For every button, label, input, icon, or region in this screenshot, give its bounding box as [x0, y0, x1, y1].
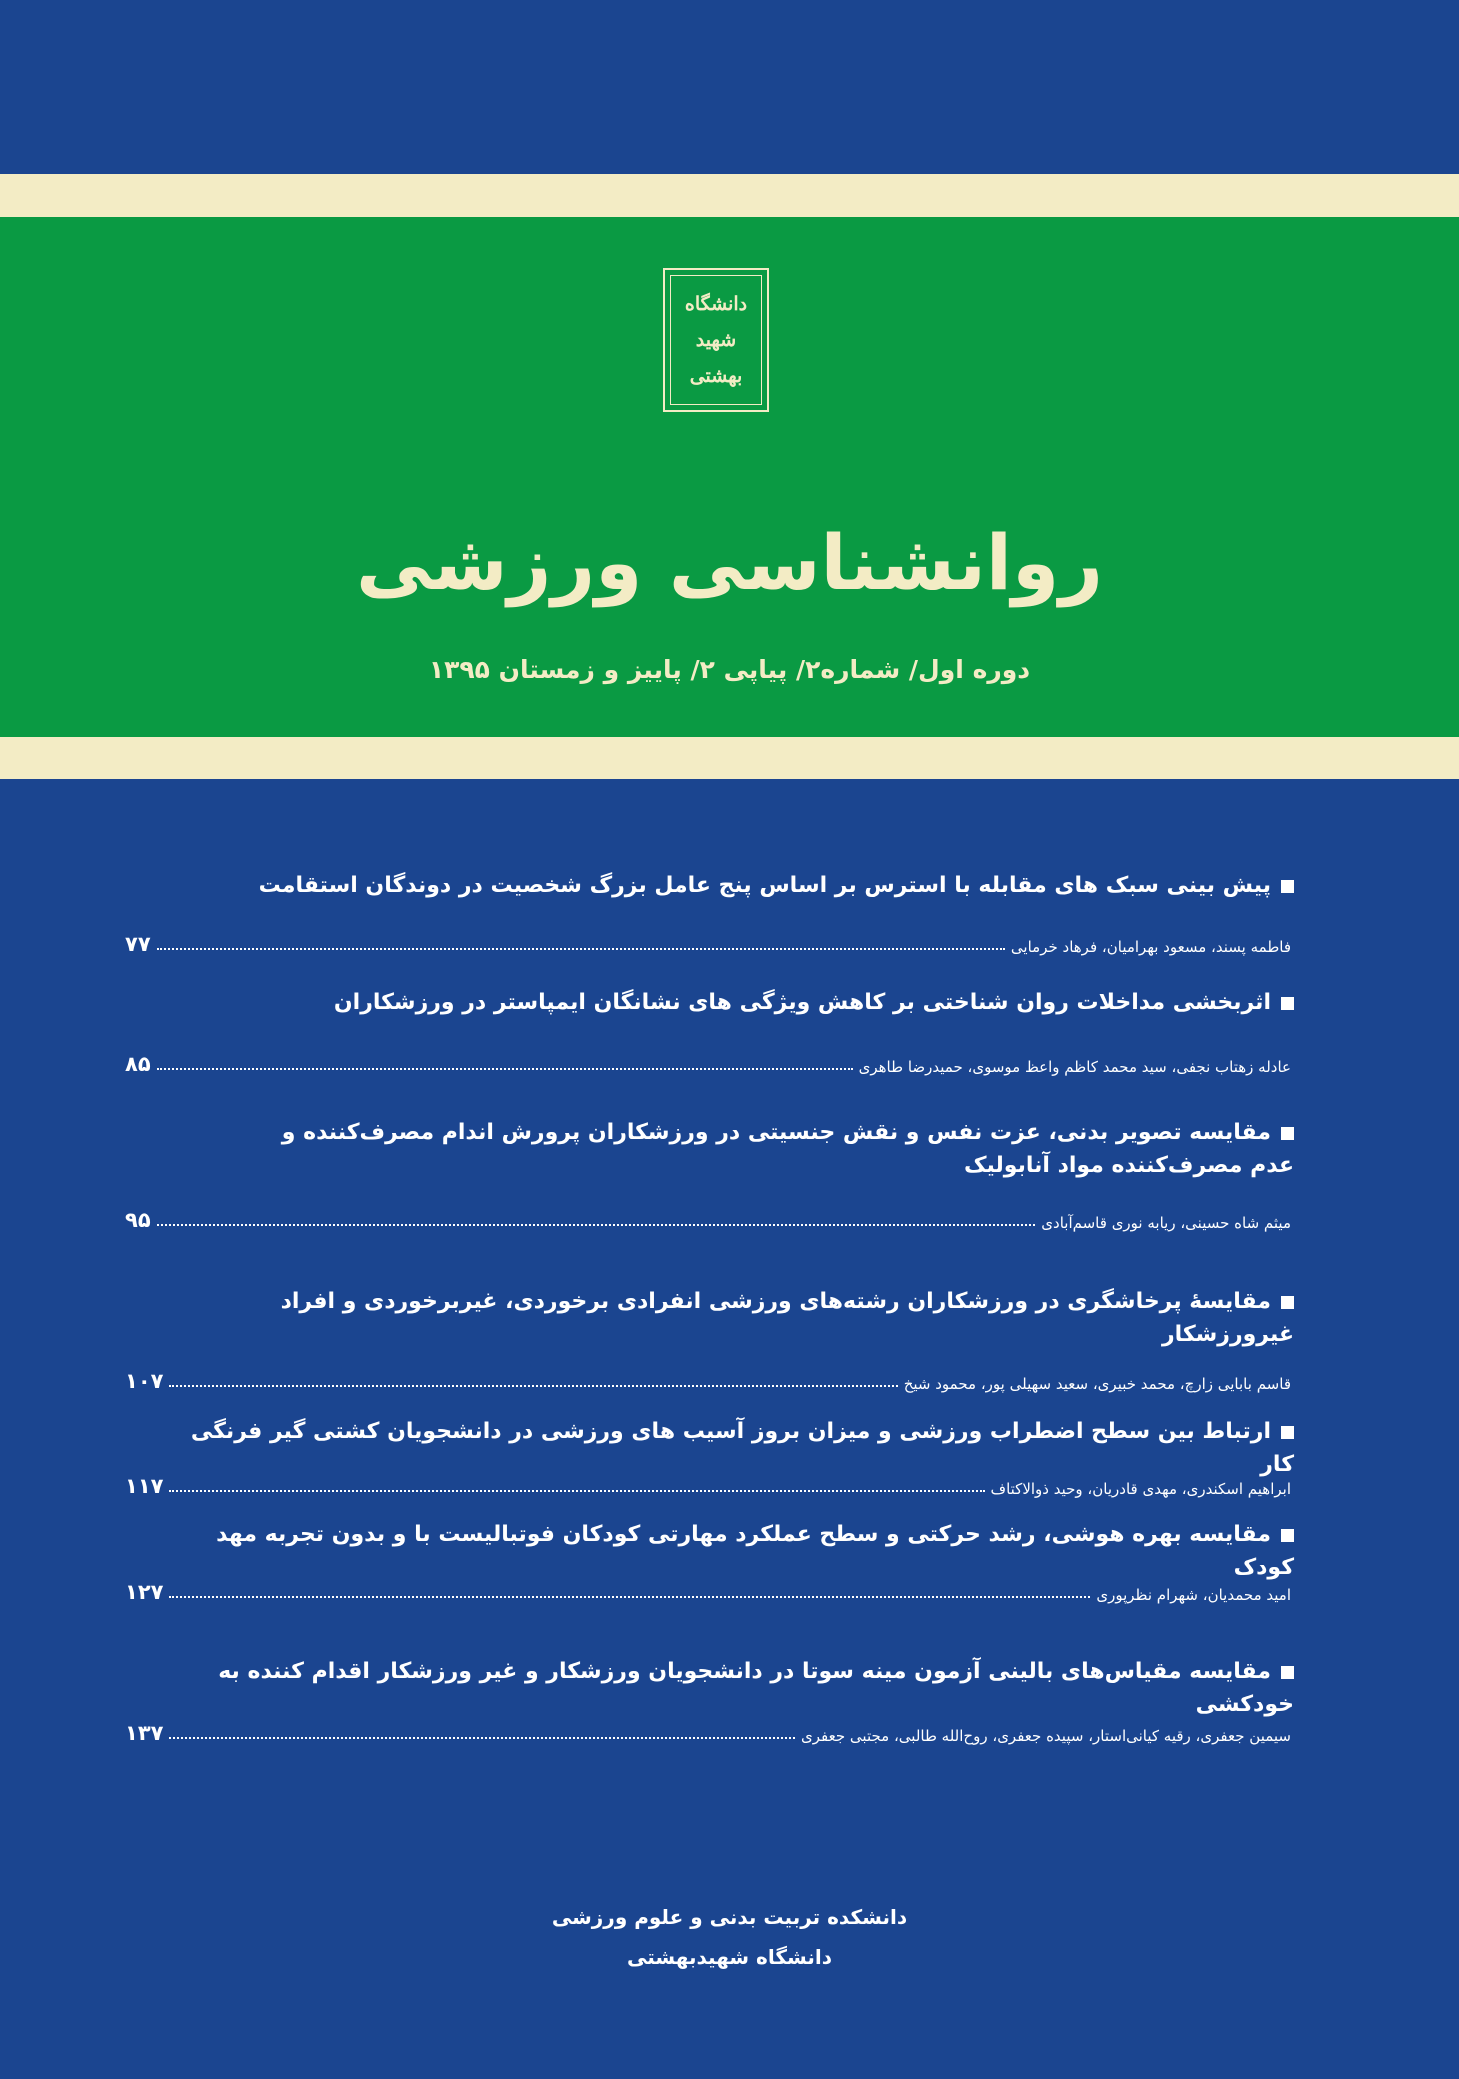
article-page-1: ۷۷	[125, 932, 151, 956]
article-title-1: پیش بینی سبک های مقابله با استرس بر اساس پنج عامل بزرگ شخصیت در دوندگان استقامت	[174, 869, 1294, 902]
article-authors-7: سیمین جعفری، رقیه کیانی‌استار، سپیده جعفری، روح‌الله طالبی، مجتبی جعفری	[801, 1727, 1291, 1745]
leader-dots	[157, 1224, 1036, 1226]
article-entry-4	[125, 1365, 1291, 1393]
bullet-icon	[1281, 1426, 1294, 1439]
article-authors-5: ابراهیم اسکندری، مهدی قادریان، وحید ذوالاکتاف	[990, 1480, 1291, 1498]
article-page-3: ۹۵	[125, 1208, 151, 1232]
article-title-5: ارتباط بین سطح اضطراب ورزشی و میزان بروز آسیب های ورزشی در دانشجویان کشتی گیر فرنگی کار	[190, 1419, 1294, 1477]
logo-text-line-3: بهشتی	[689, 365, 743, 387]
article-authors-2: عادله زهتاب نجفی، سید محمد کاظم واعظ موسوی، حمیدرضا طاهری	[858, 1058, 1291, 1076]
leader-dots	[157, 948, 1005, 950]
article-entry-5	[125, 1470, 1291, 1498]
leader-dots	[169, 1737, 795, 1739]
article-page-4: ۱۰۷	[125, 1369, 164, 1393]
bullet-icon	[1281, 997, 1294, 1010]
article-page-5: ۱۱۷	[125, 1474, 164, 1498]
article-authors-1: فاطمه پسند، مسعود بهرامیان، فرهاد خرمایی	[1010, 938, 1291, 956]
article-page-2: ۸۵	[125, 1052, 151, 1076]
article-entry-1	[125, 928, 1291, 956]
article-authors-3: میثم شاه حسینی، ریابه نوری قاسم‌آبادی	[1041, 1214, 1291, 1232]
article-title-2: اثربخشی مداخلات روان شناختی بر کاهش ویژگی های نشانگان ایمپاستر در ورزشکاران	[174, 986, 1294, 1019]
article-page-6: ۱۲۷	[125, 1580, 164, 1604]
leader-dots	[169, 1385, 897, 1387]
article-entry-6	[125, 1576, 1291, 1604]
journal-title: روانشناسی ورزشی	[356, 518, 1103, 607]
leader-dots	[157, 1068, 853, 1070]
bullet-icon	[1281, 1666, 1294, 1679]
publisher-faculty: دانشکده تربیت بدنی و علوم ورزشی	[551, 1905, 908, 1929]
article-authors-6: امید محمدیان، شهرام نظرپوری	[1096, 1586, 1291, 1604]
bullet-icon	[1281, 1529, 1294, 1542]
bullet-icon	[1281, 1296, 1294, 1309]
article-entry-3	[125, 1204, 1291, 1232]
leader-dots	[169, 1490, 984, 1492]
logo-text-line-2: شهید	[695, 329, 737, 351]
issue-info: دوره اول/ شماره۲/ پیاپی ۲/ پاییز و زمستان ۱۳۹۵	[428, 655, 1031, 684]
article-entry-7	[125, 1717, 1291, 1745]
logo-text-line-1: دانشگاه	[684, 293, 748, 315]
article-title-7: مقایسه مقیاس‌های بالینی آزمون مینه سوتا در دانشجویان ورزشکار و غیر ورزشکار اقدام کننده به خودکشی	[218, 1659, 1294, 1717]
bullet-icon	[1281, 1127, 1294, 1140]
article-authors-4: قاسم بابایی زارچ، محمد خبیری، سعید سهیلی پور، محمود شیخ	[903, 1375, 1291, 1393]
article-title-6: مقایسه بهره هوشی، رشد حرکتی و سطح عملکرد مهارتی کودکان فوتبالیست با و بدون تجربه مهد کودک	[216, 1522, 1294, 1580]
publisher-university: دانشگاه شهیدبهشتی	[627, 1945, 832, 1969]
article-page-7: ۱۳۷	[125, 1721, 164, 1745]
leader-dots	[169, 1596, 1090, 1598]
article-entry-2	[125, 1048, 1291, 1076]
article-title-3: مقایسه تصویر بدنی، عزت نفس و نقش جنسیتی در ورزشکاران پرورش اندام مصرف‌کننده و عدم مصرف‌کننده مواد آنابولیک	[281, 1120, 1294, 1178]
bullet-icon	[1281, 880, 1294, 893]
article-title-4: مقایسۀ پرخاشگری در ورزشکاران رشته‌های ورزشی انفرادی برخوردی، غیربرخوردی و افراد غیرورزشکار	[280, 1289, 1294, 1347]
